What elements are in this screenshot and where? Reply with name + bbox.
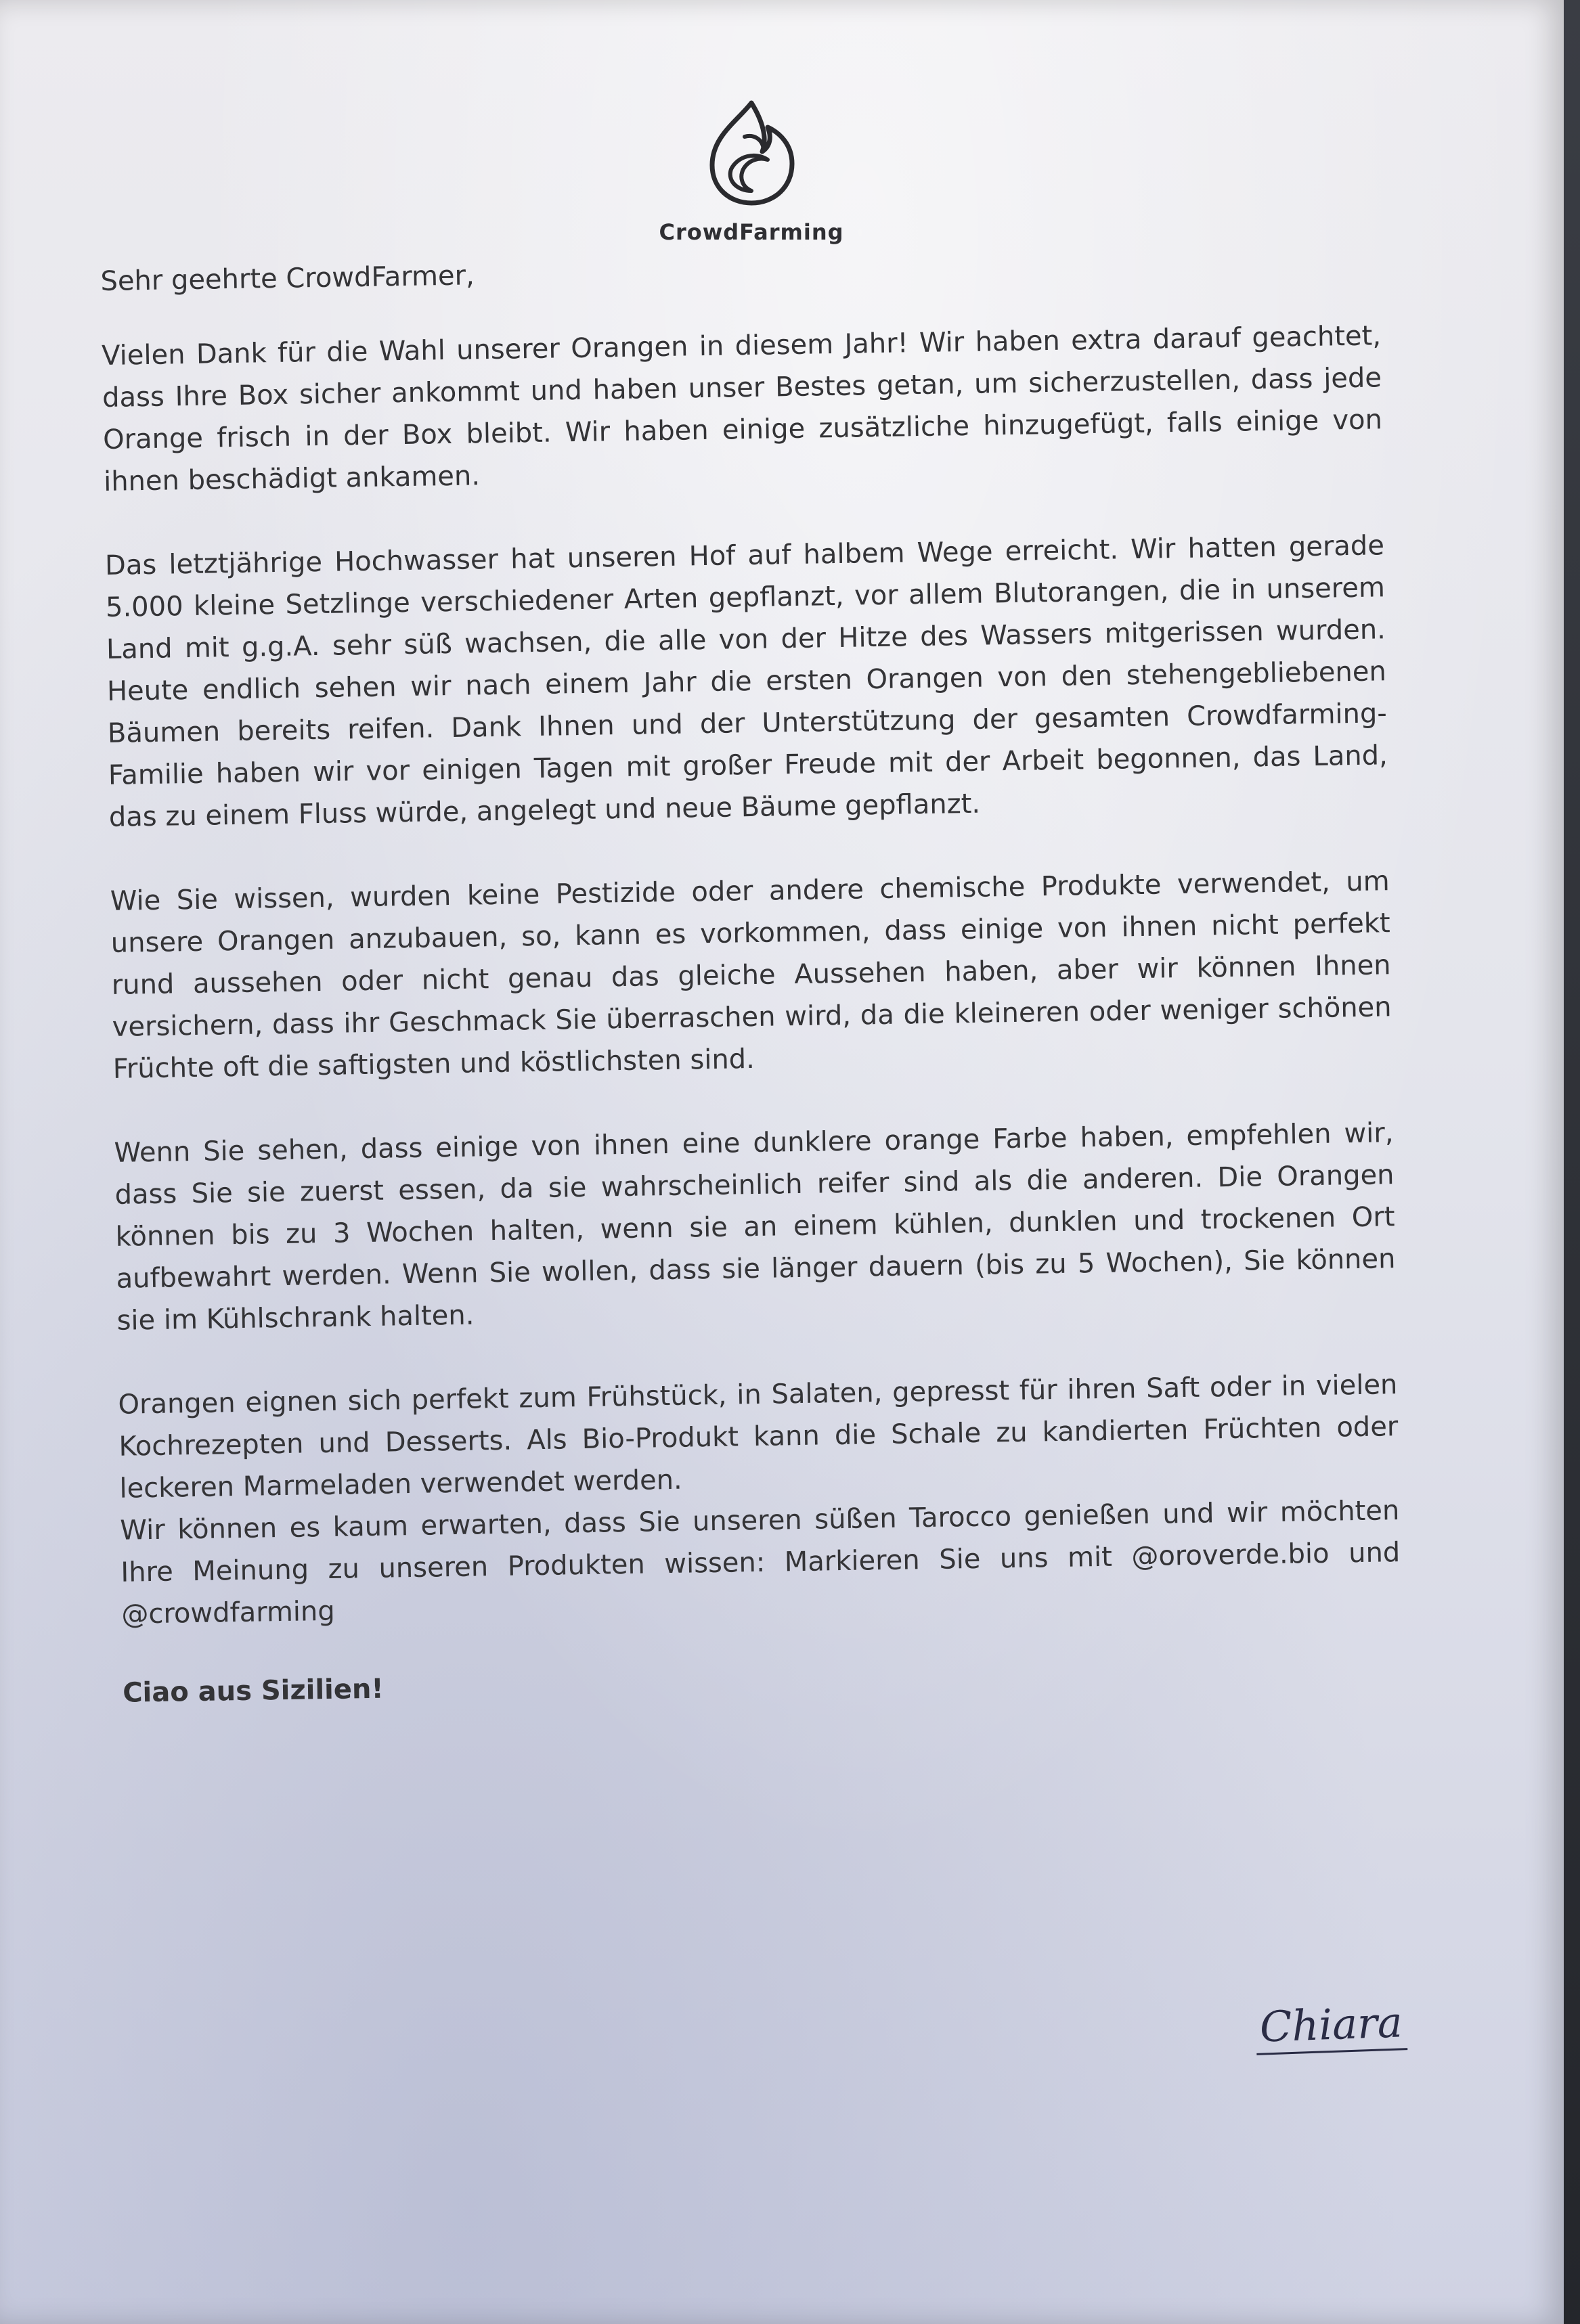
letter-body (100, 240, 1403, 1714)
signature: Chiara (1255, 1997, 1407, 2055)
paragraph-uses: Orangen eignen sich perfekt zum Frühstück, in Salaten, gepresst für ihren Saft oder in vielen Kochrezepten und Desserts. Als Bio-Produkt kann die Schale zu kandierten Früchten oder leckeren Marmeladen verwendet werden. (118, 1369, 1399, 1504)
logo-text: CrowdFarming (659, 219, 844, 245)
logo (650, 95, 853, 245)
paragraph-thanks: Vielen Dank für die Wahl unserer Orangen in diesem Jahr! Wir haben extra darauf geachtet, dass Ihre Box sicher ankommt und haben unser Bestes getan, um sicherzustellen, dass jede Orange frisch in der Box bleibt. Wir haben einige zusätzliche hinzugefügt, falls einige von ihnen beschädigt ankamen. (101, 320, 1383, 497)
paragraph-no-pesticides: Wie Sie wissen, wurden keine Pestizide oder andere chemische Produkte verwendet, um unsere Orangen anzubauen, so, kann es vorkommen, dass einige von ihnen nicht perfekt rund aussehen oder nicht genau das gleiche Aussehen haben, aber wir können Ihnen versichern, dass ihr Geschmack Sie überraschen wird, da die kleineren oder weniger schönen Früchte oft die saftigsten und köstlichsten sind. (110, 866, 1392, 1085)
salutation: Sehr geehrte CrowdFarmer, (100, 260, 475, 297)
closing: Ciao aus Sizilien! (122, 1673, 385, 1709)
crowdfarming-logo-icon (697, 95, 806, 210)
paragraph-storage: Wenn Sie sehen, dass einige von ihnen eine dunklere orange Farbe haben, empfehlen wir, dass Sie sie zuerst essen, da sie wahrscheinlich reifer sind als die anderen. Die Orangen können bis zu 3 Wochen halten, wenn sie an einem kühlen, dunklen und trockenen Ort aufbewahrt werden. Wenn Sie wollen, dass sie länger dauern (bis zu 5 Wochen), Sie können sie im Kühlschrank halten. (114, 1117, 1396, 1337)
paragraph-flood: Das letztjährige Hochwasser hat unseren Hof auf halbem Wege erreicht. Wir hatten gerade 5.000 kleine Setzlinge verschiedener Arten gepflanzt, vor allem Blutorangen, die in unserem Land mit g.g.A. sehr süß wachsen, die alle von der Hitze des Wassers mitgerissen wurden. Heute endlich sehen wir nach einem Jahr die ersten Orangen von den stehengebliebenen Bäumen bereits reifen. Dank Ihnen und der Unterstützung der gesamten Crowdfarming-Familie haben wir vor einigen Tagen mit großer Freude mit der Arbeit begonnen, das Land, das zu einem Fluss würde, angelegt und neue Bäume gepflanzt. (104, 530, 1388, 833)
paragraph-social-tags: Wir können es kaum erwarten, dass Sie unseren süßen Tarocco genießen und wir möchten Ihre Meinung zu unseren Produkten wissen: Markieren Sie uns mit @oroverde.bio und @crowdfarming (120, 1495, 1401, 1630)
